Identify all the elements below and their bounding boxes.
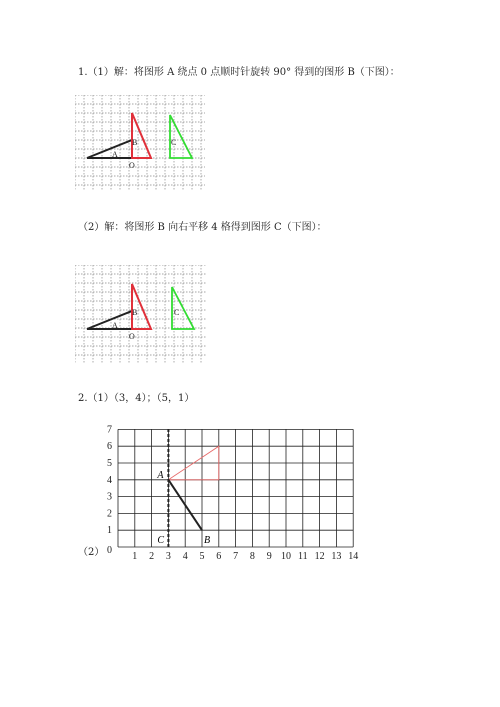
label-c: C	[174, 308, 180, 317]
point-a-label: A	[157, 469, 164, 481]
y-tick-label: 3	[107, 491, 112, 503]
triangle-b	[132, 113, 151, 158]
x-tick-label: 2	[149, 551, 155, 562]
label-a: A	[112, 150, 118, 159]
y-tick-label: 6	[107, 441, 112, 453]
x-tick-label: 9	[266, 551, 272, 562]
x-tick-label: 12	[314, 551, 325, 562]
q1-figure-2	[75, 265, 207, 363]
q2-part1-text: 2.（1）（3，4）；（5，1）	[78, 393, 195, 404]
dotted-grid	[75, 265, 207, 363]
x-tick-label: 14	[348, 551, 359, 562]
q2-part2-label: （2）	[78, 547, 105, 558]
label-b: B	[132, 138, 138, 147]
y-tick-label: 7	[107, 425, 112, 436]
x-tick-label: 3	[165, 551, 171, 562]
dotted-grid	[75, 95, 205, 190]
y-tick-label: 1	[107, 525, 112, 537]
label-o: O	[129, 161, 135, 170]
q1-part1-text: 1.（1）解：将图形 A 绕点 0 点顺时针旋转 90° 得到的图形 B（下图）：	[78, 67, 400, 78]
label-b: B	[132, 308, 138, 317]
label-o: O	[129, 332, 135, 341]
x-tick-label: 13	[331, 551, 342, 562]
x-tick-label: 4	[182, 551, 188, 562]
origin-label: 0	[107, 545, 112, 556]
x-tick-label: 7	[233, 551, 239, 562]
point-c-label: C	[157, 535, 165, 547]
q1-figure-1	[75, 95, 205, 190]
label-c: C	[171, 138, 177, 147]
x-tick-label: 11	[297, 551, 308, 562]
x-tick-label: 1	[132, 551, 138, 562]
triangle-a	[87, 311, 132, 329]
x-tick-label: 8	[249, 551, 255, 562]
triangle-c	[170, 115, 192, 158]
x-tick-label: 6	[216, 551, 222, 562]
coordinate-grid-chart	[100, 425, 380, 565]
x-tick-label: 5	[199, 551, 205, 562]
q1-part2-text: （2）解：将图形 B 向右平移 4 格得到图形 C（下图）：	[78, 222, 327, 233]
x-tick-label: 10	[281, 551, 291, 562]
y-tick-label: 2	[107, 508, 112, 520]
y-tick-label: 5	[107, 458, 112, 469]
point-b-label: B	[204, 535, 211, 547]
label-a: A	[112, 321, 118, 330]
y-tick-label: 4	[107, 474, 112, 486]
triangle-b	[132, 284, 151, 329]
